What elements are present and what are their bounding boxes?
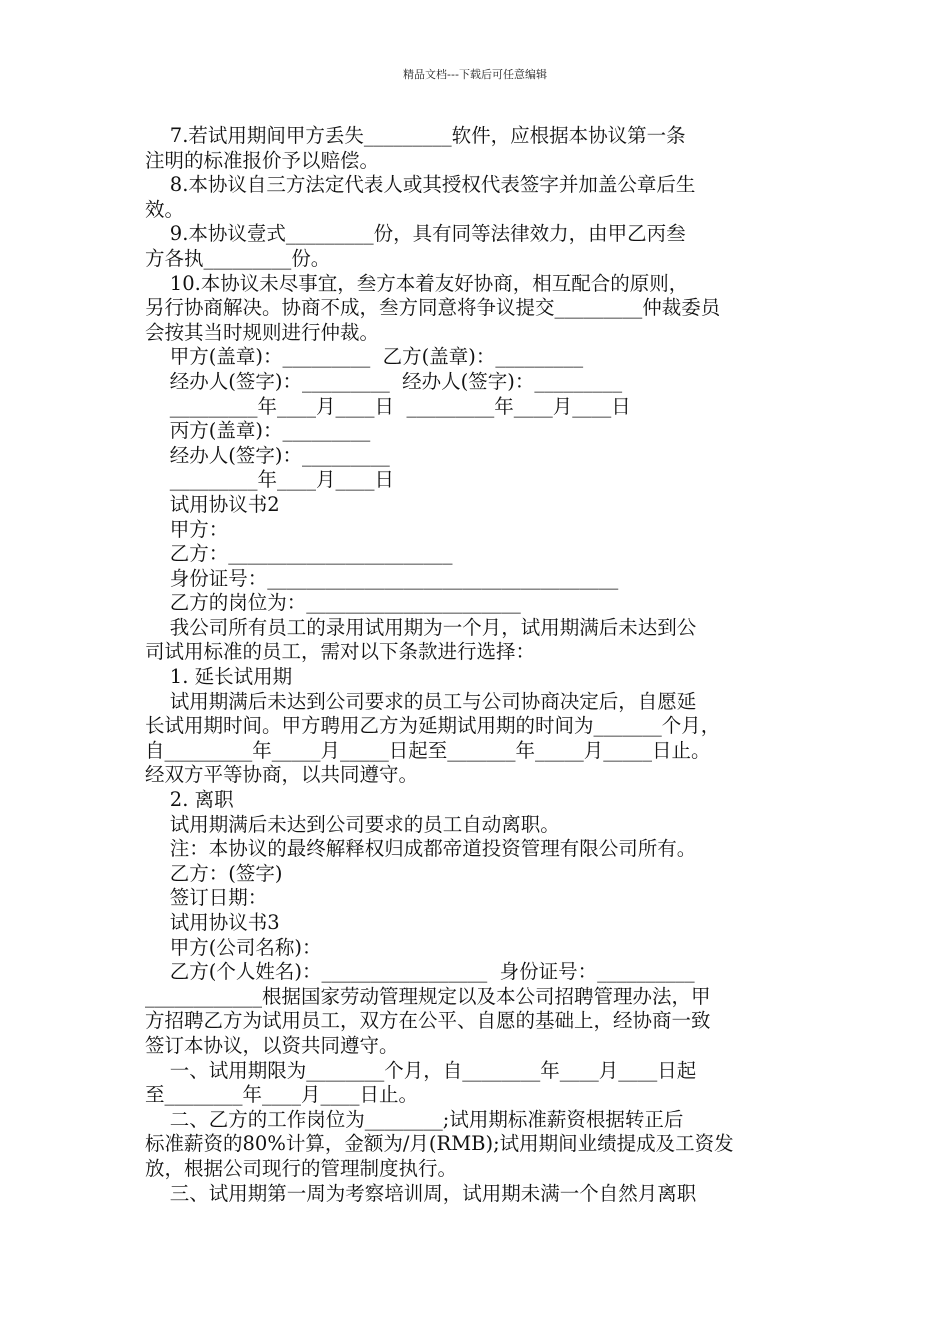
text-line: 二、乙方的工作岗位为________;试用期标准薪资根据转正后 bbox=[145, 1107, 684, 1131]
text-line: 甲方： bbox=[145, 517, 229, 541]
text-line: 会按其当时规则进行仲裁。 bbox=[145, 320, 380, 344]
text-line: 7.若试用期间甲方丢失_________软件，应根据本协议第一条 bbox=[145, 124, 686, 147]
text-line: 方招聘乙方为试用员工，双方在公平、自愿的基础上，经协商一致 bbox=[145, 1009, 711, 1033]
text-line: 丙方(盖章)：_________ bbox=[145, 419, 371, 443]
text-line: 一、试用期限为________个月，自________年____月____日起 bbox=[145, 1058, 697, 1082]
text-line: 效。 bbox=[145, 197, 185, 221]
text-line: 试用期满后未达到公司要求的员工与公司协商决定后，自愿延 bbox=[145, 689, 697, 713]
text-line: 我公司所有员工的录用试用期为一个月，试用期满后未达到公 bbox=[145, 615, 697, 639]
text-line: 放，根据公司现行的管理制度执行。 bbox=[145, 1156, 458, 1180]
text-line: 方各执_________份。 bbox=[145, 246, 331, 270]
text-line: 注明的标准报价予以赔偿。 bbox=[145, 148, 380, 172]
text-line: 长试用期时间。甲方聘用乙方为延期试用期的时间为_______个月， bbox=[145, 714, 721, 738]
text-line: 经双方平等协商，以共同遵守。 bbox=[145, 763, 419, 787]
document-body bbox=[145, 124, 810, 1206]
text-line: 另行协商解决。协商不成，叁方同意将争议提交_________仲裁委员 bbox=[145, 296, 721, 320]
text-line: 签订本协议，以资共同遵守。 bbox=[145, 1033, 399, 1057]
text-line: 身份证号：____________________________________ bbox=[145, 566, 619, 590]
text-line: 10.本协议未尽事宜，叁方本着友好协商，相互配合的原则， bbox=[145, 271, 689, 295]
text-line: 试用协议书2 bbox=[145, 492, 280, 516]
text-line: 试用期满后未达到公司要求的员工自动离职。 bbox=[145, 812, 560, 836]
text-line: 1. 延长试用期 bbox=[145, 665, 293, 689]
text-line: 三、试用期第一周为考察培训周，试用期未满一个自然月离职 bbox=[145, 1181, 697, 1205]
text-line: _________年____月____日 bbox=[145, 468, 395, 492]
text-line: 至________年____月____日止。 bbox=[145, 1083, 419, 1107]
text-line: 乙方：(签字) bbox=[145, 861, 283, 885]
text-line: 试用协议书3 bbox=[145, 911, 280, 934]
text-line: 甲方(盖章)：_________ 乙方(盖章)：_________ bbox=[145, 345, 584, 369]
text-line: 乙方(个人姓名)：_________________ 身份证号：__________ bbox=[145, 960, 695, 984]
page-header: 精品文档---下载后可任意编辑 bbox=[403, 68, 547, 81]
text-line: ____________根据国家劳动管理规定以及本公司招聘管理办法，甲 bbox=[145, 984, 711, 1008]
text-line: 8.本协议自三方法定代表人或其授权代表签字并加盖公章后生 bbox=[145, 173, 696, 197]
text-line: _________年____月____日 _________年____月____日 bbox=[145, 394, 631, 418]
text-line: 注：本协议的最终解释权归成都帝道投资管理有限公司所有。 bbox=[145, 837, 697, 861]
text-line: 经办人(签字)：_________ 经办人(签字)：_________ bbox=[145, 369, 623, 393]
text-line: 乙方：_______________________ bbox=[145, 542, 453, 566]
text-line: 9.本协议壹式_________份，具有同等法律效力，由甲乙丙叁 bbox=[145, 222, 686, 246]
text-line: 司试用标准的员工，需对以下条款进行选择： bbox=[145, 640, 536, 664]
text-line: 签订日期： bbox=[145, 886, 268, 910]
text-line: 2. 离职 bbox=[145, 788, 234, 812]
text-line: 甲方(公司名称)： bbox=[145, 935, 322, 959]
text-line: 标准薪资的80%计算，金额为/月(RMB);试用期间业绩提成及工资发 bbox=[145, 1132, 734, 1156]
text-line: 自_________年_____月_____日起至_______年_____月_____日止。 bbox=[145, 738, 711, 762]
text-line: 经办人(签字)：_________ bbox=[145, 443, 390, 467]
text-line: 乙方的岗位为：______________________ bbox=[145, 591, 521, 615]
